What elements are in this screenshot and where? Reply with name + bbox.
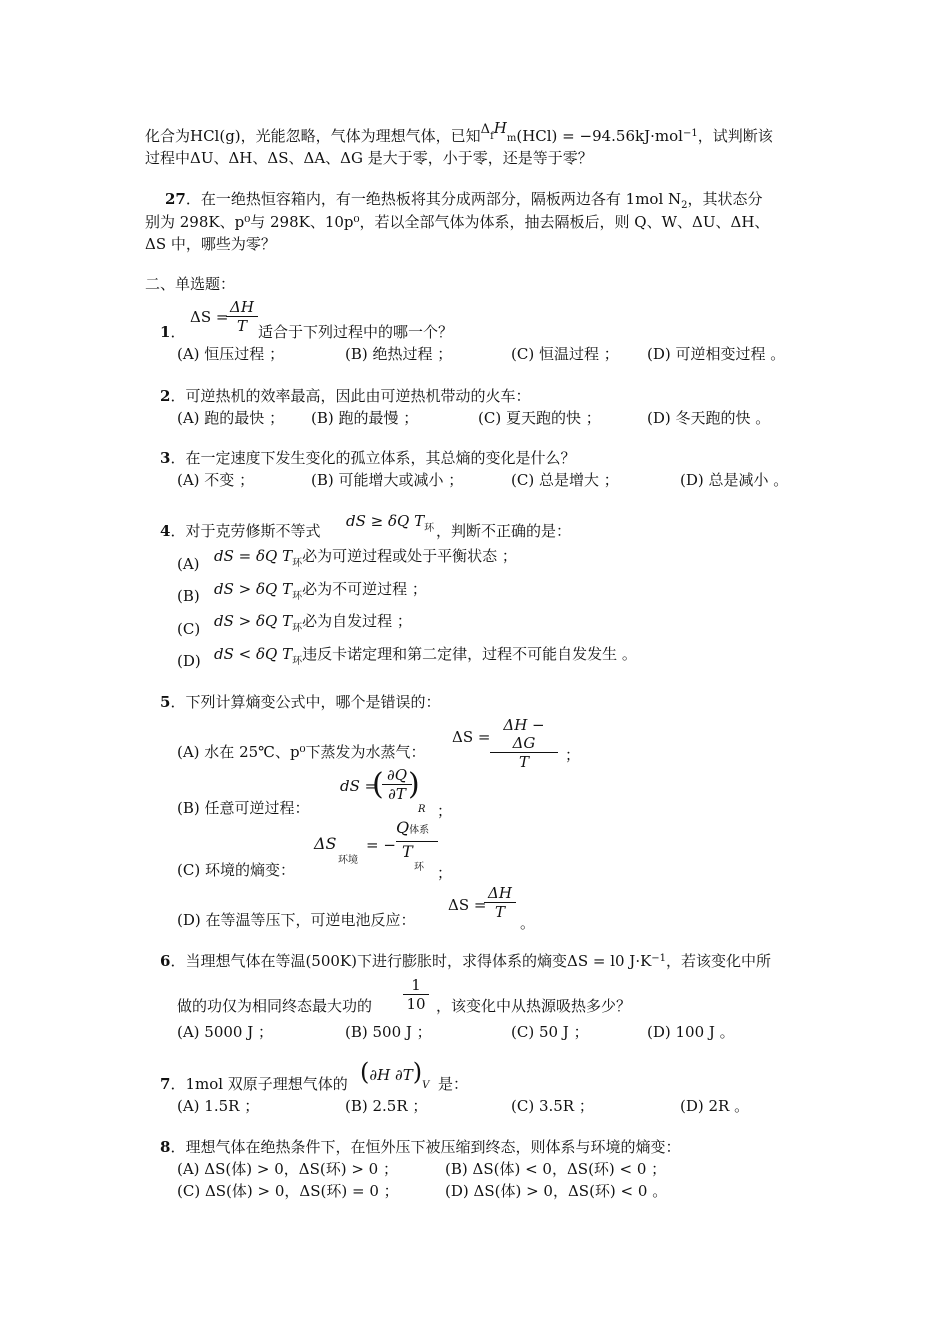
left-paren: ( [372,767,384,802]
q5-b-end: ； [437,802,453,820]
fraction-denominator: T [236,317,247,335]
q5-c-lhs: ΔS [314,834,337,853]
subscript: 环 [414,862,424,873]
fraction-numerator: ΔH − ΔG [490,716,558,753]
q1-stem [160,322,185,342]
q7-text: ．1mol 双原子理想气体的 [170,1075,348,1093]
section-title: 二、单选题： [145,275,236,293]
q2-text: ．可逆热机的效率最高，因此由可逆热机带动的火车： [170,387,531,405]
question-number: 7 [160,1075,171,1093]
q6-option-a[interactable]: (A) 5000 J ； [177,1023,274,1041]
subscript: 环 [292,591,303,602]
formula: dS = δQ T [214,547,293,565]
q6-text: ．当理想气体在等温(500K)下进行膨胀时，求得体系的熵变ΔS = l0 J·K [170,952,652,970]
left-paren: ( [360,1058,370,1086]
q4-option-a[interactable] [177,554,200,574]
q1-option-a[interactable]: (A) 恒压过程 ； [177,345,285,363]
q2-option-a[interactable]: (A) 跑的最快 ； [177,409,285,427]
q4-text: ．对于克劳修斯不等式 [170,522,321,540]
q8-option-b[interactable]: (B) ΔS(体) < 0，ΔS(环) < 0 ； [445,1160,667,1178]
q7-option-d[interactable]: (D) 2R 。 [680,1097,750,1115]
q3-option-a[interactable]: (A) 不变 ； [177,471,255,489]
exponent: −1 [651,953,667,964]
q5-d-lhs: ΔS = [448,896,487,914]
q1-formula-fraction [226,298,258,335]
q7-stem [160,1074,348,1094]
q5-option-d[interactable]: (D) 在等温等压下，可逆电池反应： [177,911,416,929]
question-number: 2 [160,387,171,405]
q1-formula-lhs: ΔS = [190,308,229,326]
subscript: 环 [292,623,303,634]
option-label: (B) [177,587,200,605]
subscript: 2 [681,200,688,211]
q5-option-b[interactable]: (B) 任意可逆过程： [177,799,310,817]
subscript-m: m [506,133,517,144]
subscript-f: f [490,131,494,142]
q5-stem [160,692,440,712]
q7-text-end: 是： [438,1075,469,1093]
q6-line-2-b: ，该变化中从热源吸热多少？ [436,997,632,1015]
q5-b-lhs: dS = [340,777,378,795]
q8-option-d[interactable]: (D) ΔS(体) > 0，ΔS(环) < 0 。 [445,1182,668,1200]
q5-a-end: ； [565,746,581,764]
q27-line-3: ΔS 中，哪些为零？ [145,235,276,253]
q6-fraction [403,976,429,1013]
q3-option-d[interactable]: (D) 总是减小 。 [680,471,789,489]
exponent: −1 [682,128,698,139]
question-number: 3 [160,449,171,467]
q4-option-c-formula [214,610,412,634]
q5-c-fraction [396,818,438,874]
q4-option-d-formula [214,643,637,667]
fraction-denominator: ∂T [388,785,406,803]
q6-line-2-a: 做的功仅为相同终态最大功的 [177,997,373,1015]
q4-stem [160,521,320,541]
partial-derivative: ∂H ∂T [369,1066,413,1084]
fraction-denominator: 10 [406,995,426,1013]
q3-option-c[interactable]: (C) 总是增大 ； [511,471,619,489]
question-number: 4 [160,522,171,540]
q8-option-c[interactable]: (C) ΔS(体) > 0，ΔS(环) = 0 ； [177,1182,399,1200]
q4-option-b-formula [214,578,427,602]
q4-option-c[interactable] [177,619,200,639]
intro-text-end: ，试判断该 [697,127,773,145]
q4-option-b[interactable] [177,586,200,606]
subscript: V [422,1080,430,1091]
q4-option-a-formula [214,545,517,569]
fraction-numerator: ΔH [226,298,258,317]
q5-c-end: ； [437,864,453,882]
q27-line-1 [165,189,763,212]
q7-formula [360,1058,430,1091]
subscript: 环 [424,523,435,534]
q7-option-c[interactable]: (C) 3.5R ； [511,1097,594,1115]
delta-symbol: Δ [480,122,491,137]
q6-line-1 [160,951,771,974]
q27-line-2: 别为 298K、p⁰与 298K、10p⁰，若以全部气体为体系，抽去隔板后，则 Q、W、ΔU、ΔH、 [145,213,770,231]
q5-a-lhs: ΔS = [452,728,491,746]
q3-option-b[interactable]: (B) 可能增大或减小 ； [311,471,464,489]
question-number: 5 [160,693,171,711]
fraction-denominator: T [494,903,505,921]
q4-option-d[interactable] [177,651,201,671]
fraction-numerator: Q [396,818,410,837]
fraction-denominator: T [518,753,529,771]
q4-formula [346,512,435,534]
question-number: 27 [165,190,186,208]
formula: dS > δQ T [214,612,293,630]
intro-value: (HCl) = −94.56kJ·mol [516,127,683,145]
q7-option-b[interactable]: (B) 2.5R ； [345,1097,428,1115]
option-label: (D) [177,652,201,670]
q1-option-b[interactable]: (B) 绝热过程 ； [345,345,453,363]
formula: dS < δQ T [214,645,293,663]
fraction-numerator: 1 [403,976,429,995]
q6-option-c[interactable]: (C) 50 J ； [511,1023,589,1041]
q5-option-c[interactable]: (C) 环境的熵变： [177,861,295,879]
q8-text: ．理想气体在绝热条件下，在恒外压下被压缩到终态，则体系与环境的熵变： [170,1138,681,1156]
fraction-numerator: ∂Q [382,766,412,785]
q2-option-d[interactable]: (D) 冬天跑的快 。 [647,409,771,427]
q5-d-fraction [484,884,516,921]
q1-option-d[interactable]: (D) 可逆相变过程 。 [647,345,786,363]
clausius-inequality: dS ≥ δQ T [346,512,425,530]
question-number: 8 [160,1138,171,1156]
q27-text: ．在一绝热恒容箱内，有一绝热板将其分成两部分，隔板两边各有 1mol N [185,190,682,208]
q27-text-end: ，其状态分 [687,190,763,208]
q6-option-b[interactable]: (B) 500 J ； [345,1023,432,1041]
q5-a-fraction [490,716,558,771]
q5-b-subscript: R [418,804,426,815]
q7-option-a[interactable]: (A) 1.5R ； [177,1097,260,1115]
option-label: (C) [177,620,201,638]
q5-text: ．下列计算熵变公式中，哪个是错误的： [170,693,441,711]
enthalpy-symbol: H [493,119,507,137]
q5-c-eq: = − [366,836,396,854]
q5-c-lhs-subscript: 环境 [338,855,358,866]
dot: ． [170,323,186,341]
option-text: 必为不可逆过程 ； [302,580,427,598]
q1-option-c[interactable]: (C) 恒温过程 ； [511,345,619,363]
question-number: 6 [160,952,171,970]
q6-text-end: ，若该变化中所 [666,952,772,970]
right-paren: ) [412,1058,423,1086]
fraction-numerator: ΔH [484,884,516,903]
q2-stem [160,386,530,406]
question-number: 1 [160,323,171,341]
intro-line-2: 过程中ΔU、ΔH、ΔS、ΔA、ΔG 是大于零，小于零，还是等于零？ [145,149,593,167]
q3-stem [160,448,575,468]
q8-option-a[interactable]: (A) ΔS(体) > 0，ΔS(环) > 0 ； [177,1160,398,1178]
q2-option-c[interactable]: (C) 夏天跑的快 ； [478,409,601,427]
option-label: (A) [177,555,200,573]
option-text: 必为可逆过程或处于平衡状态 ； [302,547,517,565]
intro-line-1 [145,119,773,149]
q3-text: ．在一定速度下发生变化的孤立体系，其总熵的变化是什么？ [170,449,576,467]
q4-text-end: ，判断不正确的是： [436,522,572,540]
subscript: 环 [292,656,303,667]
formula: dS > δQ T [214,580,293,598]
q1-text: 适合于下列过程中的哪一个？ [258,323,454,341]
subscript: 体系 [409,825,430,836]
right-paren: ) [408,767,420,802]
fraction-denominator: T [402,842,413,861]
q5-d-end: 。 [520,914,536,932]
option-text: 违反卡诺定理和第二定律，过程不可能自发发生 。 [302,645,637,663]
q8-stem [160,1137,680,1157]
q6-option-d[interactable]: (D) 100 J 。 [647,1023,735,1041]
intro-text: 化合为HCl(g)，光能忽略，气体为理想气体，已知 [145,127,481,145]
subscript: 环 [292,558,303,569]
q5-option-a[interactable]: (A) 水在 25℃、p⁰下蒸发为水蒸气： [177,743,426,761]
q2-option-b[interactable]: (B) 跑的最慢 ； [311,409,419,427]
option-text: 必为自发过程 ； [302,612,412,630]
